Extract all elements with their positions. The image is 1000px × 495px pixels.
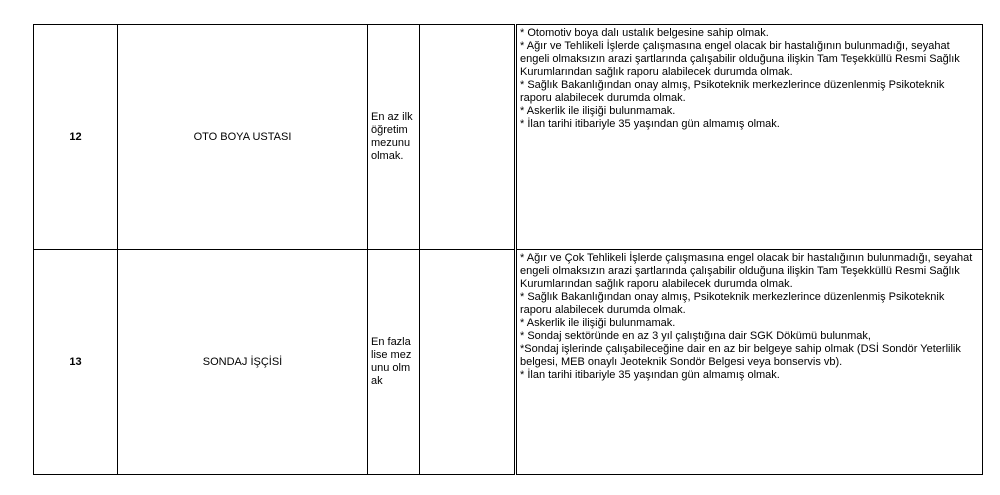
row-number: 12 bbox=[34, 25, 118, 250]
requirement-item: * Ağır ve Çok Tehlikeli İşlerde çalışmasına engel olacak bir hastalığının bulunmadığı, seyahat engeli olmaksızın arazi şartlarında çalışabilir olduğuna ilişkin Tam Teşekküllü Resmi Sağlık Kurumlarından sağlık raporu alabilecek durumda olmak. bbox=[520, 252, 973, 290]
job-title: OTO BOYA USTASI bbox=[118, 25, 368, 250]
requirement-item: * Sondaj sektöründe en az 3 yıl çalıştığına dair SGK Dökümü bulunmak, bbox=[520, 330, 871, 342]
row-number: 13 bbox=[34, 250, 118, 475]
requirement-item: * Sağlık Bakanlığından onay almış, Psikoteknik merkezlerince düzenlenmiş Psikoteknik raporu alabilecek durumda olmak. bbox=[520, 291, 945, 316]
education-requirement: En fazla lise mezunu olmak bbox=[368, 250, 420, 475]
requirements-cell bbox=[516, 25, 983, 250]
empty-cell bbox=[420, 25, 516, 250]
requirement-item: *Sondaj işlerinde çalışabileceğine dair en az bir belgeye sahip olmak (DSİ Sondör Yeterlilik belgesi, MEB onaylı Jeoteknik Sondör Belgesi veya bonservis vb). bbox=[520, 343, 961, 368]
job-title: SONDAJ İŞÇİSİ bbox=[118, 250, 368, 475]
empty-cell bbox=[420, 250, 516, 475]
requirements-cell bbox=[516, 250, 983, 475]
table-row bbox=[34, 250, 983, 475]
requirement-item: * İlan tarihi itibariyle 35 yaşından gün almamış olmak. bbox=[520, 118, 780, 130]
requirement-item: * Askerlik ile ilişiği bulunmamak. bbox=[520, 105, 676, 117]
requirement-item: * Ağır ve Tehlikeli İşlerde çalışmasına engel olacak bir hastalığının bulunmadığı, seyahat engeli olmaksızın arazi şartlarında çalışabilir olduğuna ilişkin Tam Teşekküllü Resmi Sağlık Kurumlarından sağlık raporu alabilecek durumda olmak. bbox=[520, 40, 960, 78]
requirement-item: * Sağlık Bakanlığından onay almış, Psikoteknik merkezlerince düzenlenmiş Psikoteknik raporu alabilecek durumda olmak. bbox=[520, 79, 945, 104]
requirement-item: * İlan tarihi itibariyle 35 yaşından gün almamış olmak. bbox=[520, 369, 780, 381]
requirement-item: * Askerlik ile ilişiği bulunmamak. bbox=[520, 317, 676, 329]
job-requirements-table bbox=[33, 24, 983, 475]
table-row bbox=[34, 25, 983, 250]
education-requirement: En az ilköğretim mezunu olmak. bbox=[368, 25, 420, 250]
requirement-item: * Otomotiv boya dalı ustalık belgesine sahip olmak. bbox=[520, 27, 769, 39]
